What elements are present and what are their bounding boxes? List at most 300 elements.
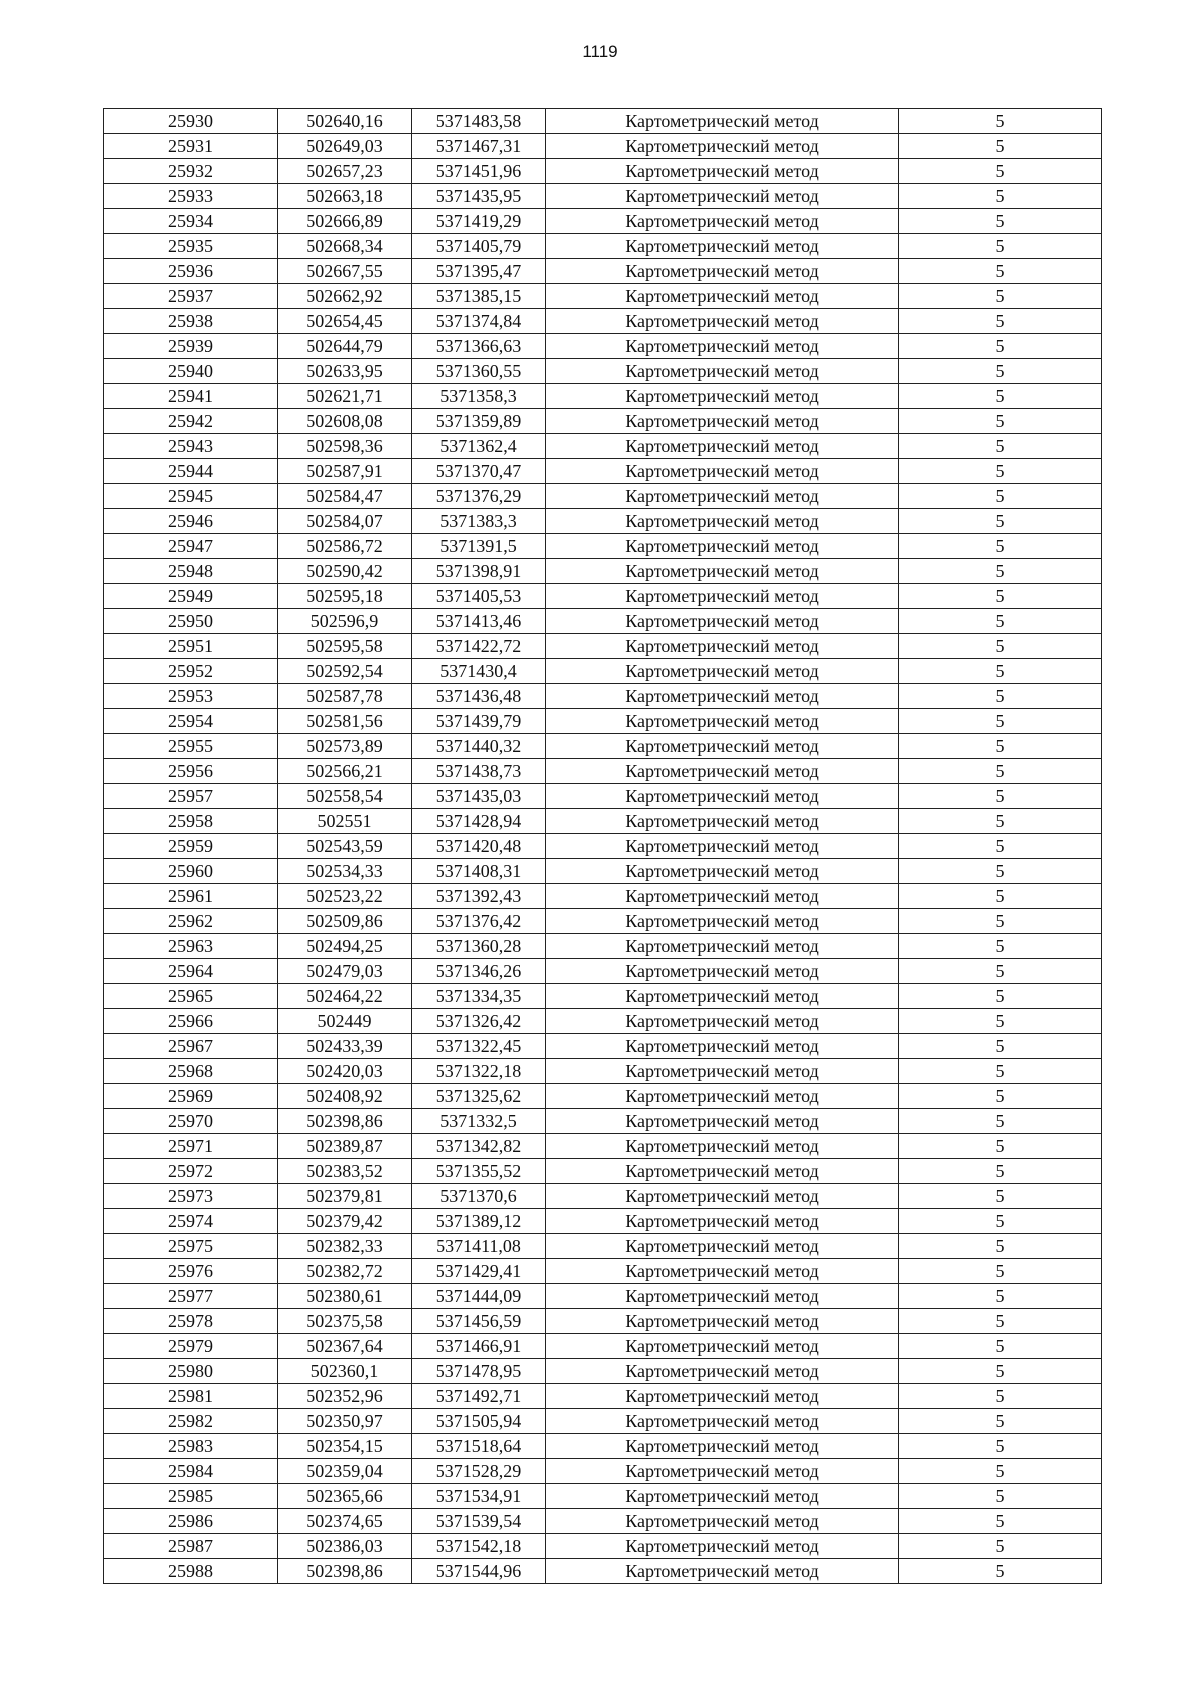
y-coordinate-cell: 5371539,54 (412, 1509, 546, 1534)
x-coordinate-cell: 502523,22 (278, 884, 412, 909)
accuracy-cell: 5 (899, 1509, 1102, 1534)
method-cell: Картометрический метод (546, 359, 899, 384)
accuracy-cell: 5 (899, 734, 1102, 759)
table-row (104, 434, 1102, 459)
y-coordinate-cell: 5371420,48 (412, 834, 546, 859)
point-number-cell: 25932 (104, 159, 278, 184)
x-coordinate-cell: 502379,42 (278, 1209, 412, 1234)
accuracy-cell: 5 (899, 559, 1102, 584)
method-cell: Картометрический метод (546, 1259, 899, 1284)
accuracy-cell: 5 (899, 159, 1102, 184)
y-coordinate-cell: 5371383,3 (412, 509, 546, 534)
accuracy-cell: 5 (899, 1484, 1102, 1509)
accuracy-cell: 5 (899, 234, 1102, 259)
table-row (104, 484, 1102, 509)
point-number-cell: 25944 (104, 459, 278, 484)
x-coordinate-cell: 502649,03 (278, 134, 412, 159)
point-number-cell: 25930 (104, 109, 278, 134)
accuracy-cell: 5 (899, 184, 1102, 209)
table-row (104, 659, 1102, 684)
x-coordinate-cell: 502666,89 (278, 209, 412, 234)
point-number-cell: 25966 (104, 1009, 278, 1034)
x-coordinate-cell: 502584,07 (278, 509, 412, 534)
table-row (104, 1209, 1102, 1234)
x-coordinate-cell: 502592,54 (278, 659, 412, 684)
table-row (104, 1409, 1102, 1434)
table-row (104, 1059, 1102, 1084)
x-coordinate-cell: 502374,65 (278, 1509, 412, 1534)
y-coordinate-cell: 5371435,95 (412, 184, 546, 209)
accuracy-cell: 5 (899, 609, 1102, 634)
accuracy-cell: 5 (899, 1434, 1102, 1459)
x-coordinate-cell: 502449 (278, 1009, 412, 1034)
point-number-cell: 25986 (104, 1509, 278, 1534)
x-coordinate-cell: 502382,33 (278, 1234, 412, 1259)
x-coordinate-cell: 502479,03 (278, 959, 412, 984)
accuracy-cell: 5 (899, 784, 1102, 809)
point-number-cell: 25934 (104, 209, 278, 234)
method-cell: Картометрический метод (546, 184, 899, 209)
point-number-cell: 25949 (104, 584, 278, 609)
method-cell: Картометрический метод (546, 1484, 899, 1509)
y-coordinate-cell: 5371325,62 (412, 1084, 546, 1109)
y-coordinate-cell: 5371342,82 (412, 1134, 546, 1159)
y-coordinate-cell: 5371358,3 (412, 384, 546, 409)
method-cell: Картометрический метод (546, 1034, 899, 1059)
accuracy-cell: 5 (899, 1234, 1102, 1259)
point-number-cell: 25951 (104, 634, 278, 659)
method-cell: Картометрический метод (546, 1159, 899, 1184)
accuracy-cell: 5 (899, 709, 1102, 734)
method-cell: Картометрический метод (546, 809, 899, 834)
table-row (104, 1509, 1102, 1534)
y-coordinate-cell: 5371429,41 (412, 1259, 546, 1284)
x-coordinate-cell: 502383,52 (278, 1159, 412, 1184)
table-row (104, 1309, 1102, 1334)
accuracy-cell: 5 (899, 1209, 1102, 1234)
x-coordinate-cell: 502433,39 (278, 1034, 412, 1059)
point-number-cell: 25938 (104, 309, 278, 334)
method-cell: Картометрический метод (546, 209, 899, 234)
y-coordinate-cell: 5371528,29 (412, 1459, 546, 1484)
method-cell: Картометрический метод (546, 434, 899, 459)
method-cell: Картометрический метод (546, 1059, 899, 1084)
x-coordinate-cell: 502398,86 (278, 1559, 412, 1584)
accuracy-cell: 5 (899, 1059, 1102, 1084)
method-cell: Картометрический метод (546, 609, 899, 634)
point-number-cell: 25961 (104, 884, 278, 909)
method-cell: Картометрический метод (546, 709, 899, 734)
y-coordinate-cell: 5371389,12 (412, 1209, 546, 1234)
y-coordinate-cell: 5371438,73 (412, 759, 546, 784)
y-coordinate-cell: 5371467,31 (412, 134, 546, 159)
point-number-cell: 25960 (104, 859, 278, 884)
table-row (104, 909, 1102, 934)
method-cell: Картометрический метод (546, 334, 899, 359)
x-coordinate-cell: 502662,92 (278, 284, 412, 309)
point-number-cell: 25974 (104, 1209, 278, 1234)
x-coordinate-cell: 502667,55 (278, 259, 412, 284)
method-cell: Картометрический метод (546, 134, 899, 159)
accuracy-cell: 5 (899, 759, 1102, 784)
x-coordinate-cell: 502558,54 (278, 784, 412, 809)
coordinates-table (103, 108, 1102, 1584)
accuracy-cell: 5 (899, 1359, 1102, 1384)
accuracy-cell: 5 (899, 434, 1102, 459)
y-coordinate-cell: 5371332,5 (412, 1109, 546, 1134)
method-cell: Картометрический метод (546, 484, 899, 509)
accuracy-cell: 5 (899, 1459, 1102, 1484)
point-number-cell: 25978 (104, 1309, 278, 1334)
x-coordinate-cell: 502379,81 (278, 1184, 412, 1209)
y-coordinate-cell: 5371405,53 (412, 584, 546, 609)
table-row (104, 284, 1102, 309)
table-row (104, 134, 1102, 159)
table-row (104, 1459, 1102, 1484)
y-coordinate-cell: 5371346,26 (412, 959, 546, 984)
y-coordinate-cell: 5371355,52 (412, 1159, 546, 1184)
point-number-cell: 25984 (104, 1459, 278, 1484)
x-coordinate-cell: 502534,33 (278, 859, 412, 884)
x-coordinate-cell: 502352,96 (278, 1384, 412, 1409)
table-row (104, 309, 1102, 334)
point-number-cell: 25981 (104, 1384, 278, 1409)
point-number-cell: 25950 (104, 609, 278, 634)
x-coordinate-cell: 502654,45 (278, 309, 412, 334)
accuracy-cell: 5 (899, 484, 1102, 509)
y-coordinate-cell: 5371391,5 (412, 534, 546, 559)
accuracy-cell: 5 (899, 359, 1102, 384)
method-cell: Картометрический метод (546, 159, 899, 184)
y-coordinate-cell: 5371370,47 (412, 459, 546, 484)
x-coordinate-cell: 502644,79 (278, 334, 412, 359)
accuracy-cell: 5 (899, 959, 1102, 984)
table-row (104, 709, 1102, 734)
accuracy-cell: 5 (899, 1184, 1102, 1209)
point-number-cell: 25962 (104, 909, 278, 934)
table-row (104, 234, 1102, 259)
accuracy-cell: 5 (899, 309, 1102, 334)
point-number-cell: 25953 (104, 684, 278, 709)
accuracy-cell: 5 (899, 659, 1102, 684)
method-cell: Картометрический метод (546, 1434, 899, 1459)
point-number-cell: 25933 (104, 184, 278, 209)
point-number-cell: 25971 (104, 1134, 278, 1159)
method-cell: Картометрический метод (546, 259, 899, 284)
method-cell: Картометрический метод (546, 934, 899, 959)
y-coordinate-cell: 5371392,43 (412, 884, 546, 909)
method-cell: Картометрический метод (546, 284, 899, 309)
x-coordinate-cell: 502365,66 (278, 1484, 412, 1509)
method-cell: Картометрический метод (546, 234, 899, 259)
accuracy-cell: 5 (899, 1109, 1102, 1134)
accuracy-cell: 5 (899, 584, 1102, 609)
y-coordinate-cell: 5371466,91 (412, 1334, 546, 1359)
table-row (104, 259, 1102, 284)
point-number-cell: 25946 (104, 509, 278, 534)
table-row (104, 1009, 1102, 1034)
point-number-cell: 25937 (104, 284, 278, 309)
x-coordinate-cell: 502596,9 (278, 609, 412, 634)
table-row (104, 859, 1102, 884)
y-coordinate-cell: 5371370,6 (412, 1184, 546, 1209)
method-cell: Картометрический метод (546, 409, 899, 434)
x-coordinate-cell: 502566,21 (278, 759, 412, 784)
table-row (104, 634, 1102, 659)
method-cell: Картометрический метод (546, 884, 899, 909)
method-cell: Картометрический метод (546, 834, 899, 859)
method-cell: Картометрический метод (546, 1359, 899, 1384)
point-number-cell: 25940 (104, 359, 278, 384)
accuracy-cell: 5 (899, 1034, 1102, 1059)
method-cell: Картометрический метод (546, 1109, 899, 1134)
point-number-cell: 25970 (104, 1109, 278, 1134)
point-number-cell: 25963 (104, 934, 278, 959)
table-row (104, 1134, 1102, 1159)
accuracy-cell: 5 (899, 984, 1102, 1009)
y-coordinate-cell: 5371505,94 (412, 1409, 546, 1434)
x-coordinate-cell: 502494,25 (278, 934, 412, 959)
method-cell: Картометрический метод (546, 1309, 899, 1334)
method-cell: Картометрический метод (546, 1284, 899, 1309)
y-coordinate-cell: 5371435,03 (412, 784, 546, 809)
y-coordinate-cell: 5371408,31 (412, 859, 546, 884)
point-number-cell: 25979 (104, 1334, 278, 1359)
y-coordinate-cell: 5371439,79 (412, 709, 546, 734)
x-coordinate-cell: 502663,18 (278, 184, 412, 209)
method-cell: Картометрический метод (546, 384, 899, 409)
x-coordinate-cell: 502657,23 (278, 159, 412, 184)
point-number-cell: 25980 (104, 1359, 278, 1384)
y-coordinate-cell: 5371451,96 (412, 159, 546, 184)
point-number-cell: 25952 (104, 659, 278, 684)
x-coordinate-cell: 502595,18 (278, 584, 412, 609)
x-coordinate-cell: 502581,56 (278, 709, 412, 734)
point-number-cell: 25931 (104, 134, 278, 159)
accuracy-cell: 5 (899, 1159, 1102, 1184)
point-number-cell: 25958 (104, 809, 278, 834)
table-row (104, 1334, 1102, 1359)
x-coordinate-cell: 502389,87 (278, 1134, 412, 1159)
accuracy-cell: 5 (899, 509, 1102, 534)
y-coordinate-cell: 5371322,45 (412, 1034, 546, 1059)
table-row (104, 1384, 1102, 1409)
y-coordinate-cell: 5371456,59 (412, 1309, 546, 1334)
method-cell: Картометрический метод (546, 959, 899, 984)
method-cell: Картометрический метод (546, 659, 899, 684)
x-coordinate-cell: 502573,89 (278, 734, 412, 759)
y-coordinate-cell: 5371483,58 (412, 109, 546, 134)
y-coordinate-cell: 5371366,63 (412, 334, 546, 359)
table-row (104, 209, 1102, 234)
point-number-cell: 25965 (104, 984, 278, 1009)
y-coordinate-cell: 5371360,28 (412, 934, 546, 959)
table-row (104, 984, 1102, 1009)
method-cell: Картометрический метод (546, 984, 899, 1009)
table-row (104, 934, 1102, 959)
table-row (104, 1284, 1102, 1309)
accuracy-cell: 5 (899, 834, 1102, 859)
y-coordinate-cell: 5371376,29 (412, 484, 546, 509)
point-number-cell: 25943 (104, 434, 278, 459)
method-cell: Картометрический метод (546, 684, 899, 709)
point-number-cell: 25948 (104, 559, 278, 584)
table-row (104, 459, 1102, 484)
accuracy-cell: 5 (899, 1009, 1102, 1034)
method-cell: Картометрический метод (546, 109, 899, 134)
method-cell: Картометрический метод (546, 759, 899, 784)
table-row (104, 609, 1102, 634)
table-row (104, 1534, 1102, 1559)
point-number-cell: 25941 (104, 384, 278, 409)
accuracy-cell: 5 (899, 334, 1102, 359)
x-coordinate-cell: 502354,15 (278, 1434, 412, 1459)
accuracy-cell: 5 (899, 1284, 1102, 1309)
table-row (104, 509, 1102, 534)
table-row (104, 1259, 1102, 1284)
table-row (104, 1184, 1102, 1209)
method-cell: Картометрический метод (546, 734, 899, 759)
method-cell: Картометрический метод (546, 909, 899, 934)
x-coordinate-cell: 502350,97 (278, 1409, 412, 1434)
y-coordinate-cell: 5371385,15 (412, 284, 546, 309)
x-coordinate-cell: 502590,42 (278, 559, 412, 584)
y-coordinate-cell: 5371428,94 (412, 809, 546, 834)
accuracy-cell: 5 (899, 859, 1102, 884)
point-number-cell: 25939 (104, 334, 278, 359)
y-coordinate-cell: 5371398,91 (412, 559, 546, 584)
table-row (104, 1109, 1102, 1134)
method-cell: Картометрический метод (546, 634, 899, 659)
y-coordinate-cell: 5371376,42 (412, 909, 546, 934)
y-coordinate-cell: 5371359,89 (412, 409, 546, 434)
table-row (104, 759, 1102, 784)
table-row (104, 409, 1102, 434)
point-number-cell: 25967 (104, 1034, 278, 1059)
y-coordinate-cell: 5371544,96 (412, 1559, 546, 1584)
point-number-cell: 25977 (104, 1284, 278, 1309)
accuracy-cell: 5 (899, 1559, 1102, 1584)
x-coordinate-cell: 502587,91 (278, 459, 412, 484)
y-coordinate-cell: 5371430,4 (412, 659, 546, 684)
table-row (104, 1159, 1102, 1184)
x-coordinate-cell: 502360,1 (278, 1359, 412, 1384)
accuracy-cell: 5 (899, 384, 1102, 409)
point-number-cell: 25947 (104, 534, 278, 559)
point-number-cell: 25982 (104, 1409, 278, 1434)
method-cell: Картометрический метод (546, 1334, 899, 1359)
accuracy-cell: 5 (899, 259, 1102, 284)
x-coordinate-cell: 502380,61 (278, 1284, 412, 1309)
method-cell: Картометрический метод (546, 309, 899, 334)
x-coordinate-cell: 502367,64 (278, 1334, 412, 1359)
x-coordinate-cell: 502543,59 (278, 834, 412, 859)
table-row (104, 1484, 1102, 1509)
accuracy-cell: 5 (899, 1309, 1102, 1334)
x-coordinate-cell: 502595,58 (278, 634, 412, 659)
table-row (104, 1359, 1102, 1384)
table-row (104, 159, 1102, 184)
table-row (104, 684, 1102, 709)
table-row (104, 584, 1102, 609)
method-cell: Картометрический метод (546, 1234, 899, 1259)
method-cell: Картометрический метод (546, 459, 899, 484)
accuracy-cell: 5 (899, 1534, 1102, 1559)
x-coordinate-cell: 502375,58 (278, 1309, 412, 1334)
point-number-cell: 25975 (104, 1234, 278, 1259)
x-coordinate-cell: 502586,72 (278, 534, 412, 559)
point-number-cell: 25968 (104, 1059, 278, 1084)
coordinates-table-body (104, 109, 1102, 1584)
table-row (104, 1559, 1102, 1584)
point-number-cell: 25988 (104, 1559, 278, 1584)
table-row (104, 884, 1102, 909)
accuracy-cell: 5 (899, 284, 1102, 309)
x-coordinate-cell: 502668,34 (278, 234, 412, 259)
point-number-cell: 25954 (104, 709, 278, 734)
y-coordinate-cell: 5371322,18 (412, 1059, 546, 1084)
point-number-cell: 25935 (104, 234, 278, 259)
point-number-cell: 25945 (104, 484, 278, 509)
x-coordinate-cell: 502598,36 (278, 434, 412, 459)
x-coordinate-cell: 502640,16 (278, 109, 412, 134)
method-cell: Картометрический метод (546, 1534, 899, 1559)
x-coordinate-cell: 502408,92 (278, 1084, 412, 1109)
accuracy-cell: 5 (899, 1084, 1102, 1109)
y-coordinate-cell: 5371478,95 (412, 1359, 546, 1384)
y-coordinate-cell: 5371334,35 (412, 984, 546, 1009)
method-cell: Картометрический метод (546, 584, 899, 609)
accuracy-cell: 5 (899, 934, 1102, 959)
point-number-cell: 25956 (104, 759, 278, 784)
method-cell: Картометрический метод (546, 784, 899, 809)
point-number-cell: 25973 (104, 1184, 278, 1209)
method-cell: Картометрический метод (546, 1009, 899, 1034)
point-number-cell: 25955 (104, 734, 278, 759)
y-coordinate-cell: 5371360,55 (412, 359, 546, 384)
accuracy-cell: 5 (899, 1384, 1102, 1409)
table-row (104, 734, 1102, 759)
y-coordinate-cell: 5371362,4 (412, 434, 546, 459)
accuracy-cell: 5 (899, 684, 1102, 709)
table-row (104, 384, 1102, 409)
x-coordinate-cell: 502509,86 (278, 909, 412, 934)
point-number-cell: 25976 (104, 1259, 278, 1284)
method-cell: Картометрический метод (546, 1559, 899, 1584)
x-coordinate-cell: 502464,22 (278, 984, 412, 1009)
accuracy-cell: 5 (899, 1259, 1102, 1284)
accuracy-cell: 5 (899, 884, 1102, 909)
method-cell: Картометрический метод (546, 534, 899, 559)
accuracy-cell: 5 (899, 109, 1102, 134)
x-coordinate-cell: 502621,71 (278, 384, 412, 409)
point-number-cell: 25972 (104, 1159, 278, 1184)
table-row (104, 784, 1102, 809)
accuracy-cell: 5 (899, 134, 1102, 159)
point-number-cell: 25959 (104, 834, 278, 859)
point-number-cell: 25969 (104, 1084, 278, 1109)
table-row (104, 534, 1102, 559)
method-cell: Картометрический метод (546, 1184, 899, 1209)
y-coordinate-cell: 5371422,72 (412, 634, 546, 659)
y-coordinate-cell: 5371440,32 (412, 734, 546, 759)
accuracy-cell: 5 (899, 1409, 1102, 1434)
accuracy-cell: 5 (899, 459, 1102, 484)
y-coordinate-cell: 5371444,09 (412, 1284, 546, 1309)
method-cell: Картометрический метод (546, 1509, 899, 1534)
method-cell: Картометрический метод (546, 559, 899, 584)
x-coordinate-cell: 502587,78 (278, 684, 412, 709)
